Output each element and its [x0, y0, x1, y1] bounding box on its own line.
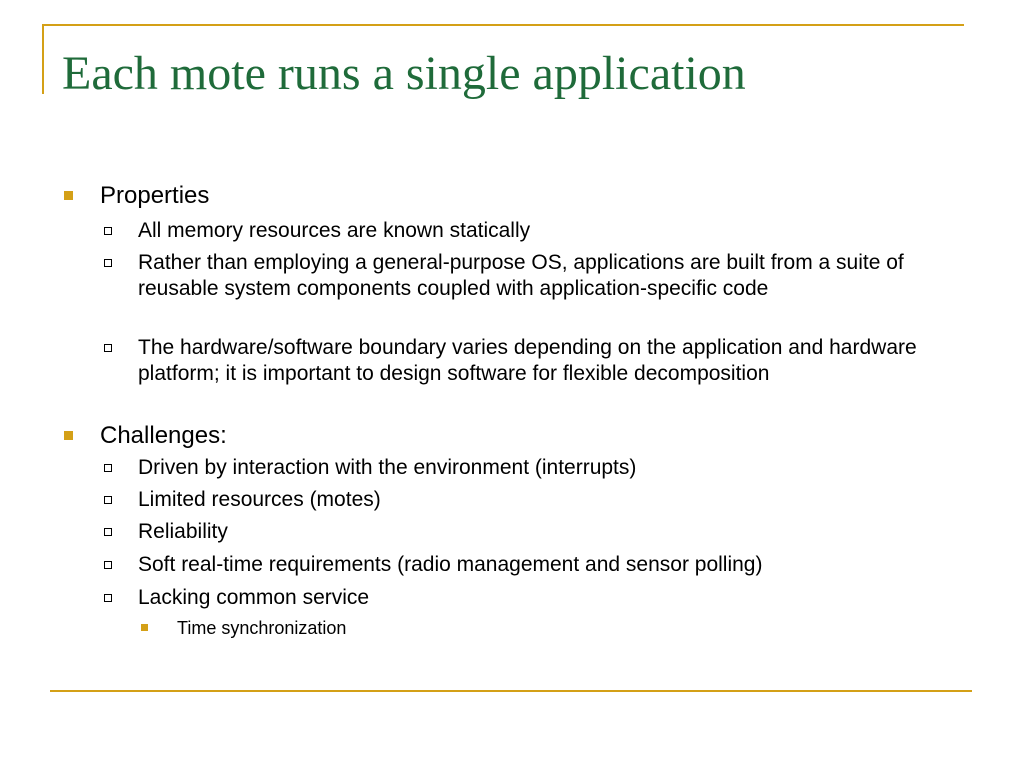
sub-bullet-text: Soft real-time requirements (radio management and sensor polling) [138, 553, 763, 576]
hollow-square-bullet-icon [104, 496, 112, 504]
sub-bullet-soft-real-time [138, 552, 968, 578]
square-bullet-icon [141, 624, 148, 631]
sub-bullet-common-service [138, 585, 968, 611]
square-bullet-icon [64, 191, 73, 200]
sub-bullet-text: Reliability [138, 520, 228, 543]
bullet-text: Challenges: [100, 422, 227, 449]
sub-bullet-text: Driven by interaction with the environment (interrupts) [138, 456, 637, 479]
sub-sub-bullet-time-sync [177, 617, 346, 639]
sub-bullet-text: Rather than employing a general-purpose OS, applications are built from a suite of reusable system components coupled with application-specific code [138, 251, 904, 300]
sub-bullet-limited-resources [138, 487, 968, 513]
slide-title: Each mote runs a single application [62, 47, 746, 100]
square-bullet-icon [64, 431, 73, 440]
sub-bullet-text: The hardware/software boundary varies depending on the application and hardware platform; it is important to design software for flexible decomposition [138, 336, 917, 385]
bullet-text: Properties [100, 182, 210, 209]
sub-bullet-components [138, 250, 968, 302]
hollow-square-bullet-icon [104, 528, 112, 536]
sub-bullet-hw-sw-boundary [138, 335, 968, 387]
bullet-properties [100, 181, 209, 211]
hollow-square-bullet-icon [104, 227, 112, 235]
sub-bullet-text: Limited resources (motes) [138, 488, 381, 511]
hollow-square-bullet-icon [104, 259, 112, 267]
hollow-square-bullet-icon [104, 594, 112, 602]
sub-bullet-memory [138, 218, 968, 244]
hollow-square-bullet-icon [104, 561, 112, 569]
hollow-square-bullet-icon [104, 464, 112, 472]
sub-bullet-text: Lacking common service [138, 586, 370, 609]
sub-bullet-reliability [138, 519, 968, 545]
sub-sub-bullet-text: Time synchronization [177, 618, 347, 638]
sub-bullet-text: All memory resources are known statically [138, 219, 531, 242]
bullet-challenges [100, 421, 227, 451]
sub-bullet-interrupts [138, 455, 968, 481]
hollow-square-bullet-icon [104, 344, 112, 352]
